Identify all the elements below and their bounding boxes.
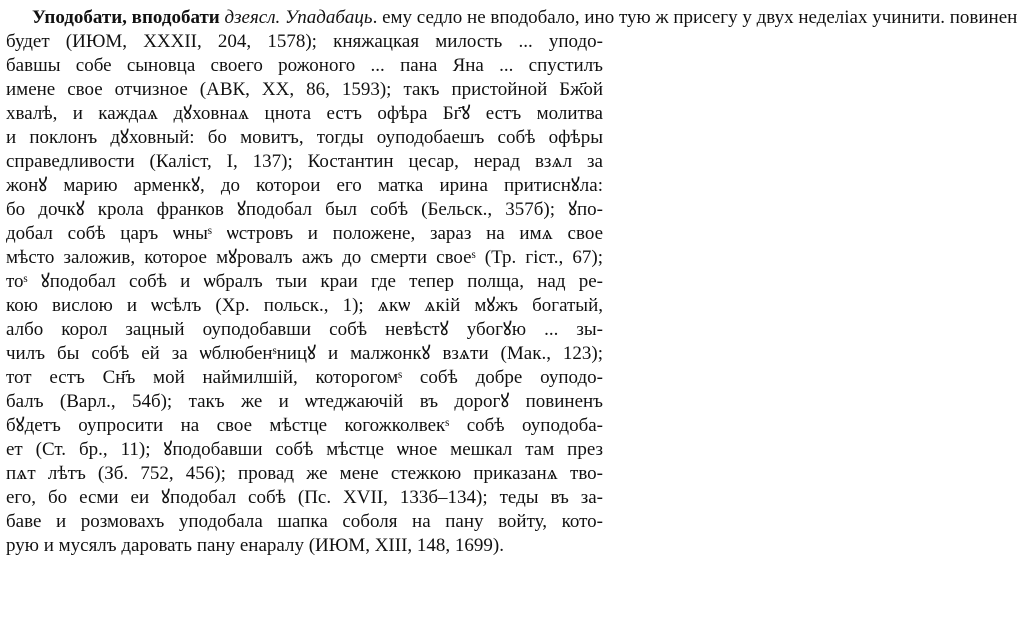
entry-line: будет (ИЮМ, XXXII, 204, 1578); княжацкая милость ... уподо- <box>6 31 603 52</box>
dictionary-entry <box>6 6 1017 558</box>
entry-line: и поклонъ дꙋховный: бо мовитъ, тогды оуподобаешъ собѣ офѣры <box>6 127 603 148</box>
entry-line: его, бо есми еи ꙋподобал собѣ (Пс. XVII, 133б–134); теды въ за- <box>6 487 603 508</box>
part-of-speech-and-translation: дзеясл. Упадабаць <box>224 7 373 28</box>
headword: Уподобати, вподобати <box>32 7 220 28</box>
entry-line: баве и розмовахъ уподобала шапка соболя на пану войту, кото- <box>6 511 603 532</box>
entry-line: бо дочкꙋ крола франков ꙋподобал был собѣ (Бельск., 357б); ꙋпо- <box>6 199 603 220</box>
entry-line: тот естъ Сн҃ъ мой наймилшій, которогомˢ собѣ добре оуподо- <box>6 367 603 388</box>
entry-line-1 <box>6 6 1017 30</box>
entry-line: пѧт лѣтъ (Зб. 752, 456); провад же мене стежкою приказанѧ тво- <box>6 463 603 484</box>
entry-line: тоˢ ꙋподобал собѣ и ѡбралъ тыи краи где тепер полща, над ре- <box>6 271 603 292</box>
entry-text-start: . ему седло не вподобало, ино тую ж присегу у двух неделіах учинити. повинен <box>372 7 1017 28</box>
entry-line: хвалѣ, и каждаѧ дꙋховнаѧ цнота естъ офѣра Бг҃ꙋ естъ молитва <box>6 103 603 124</box>
entry-line: мѣсто заложив, которое мꙋровалъ ажъ до смерти своеˢ (Тр. гіст., 67); <box>6 247 603 268</box>
entry-line-last: рую и мусялъ даровать пану енаралу (ИЮМ, XIII, 148, 1699). <box>6 535 504 556</box>
entry-line: бавшы собе сыновца своего рожоного ... пана Яна ... спустилъ <box>6 55 603 76</box>
entry-line: добал собѣ царъ ѡныˢ ѡстровъ и положене, зараз на имѧ свое <box>6 223 603 244</box>
entry-line: жонꙋ марию арменкꙋ, до которои его матка ирина притиснꙋла: <box>6 175 603 196</box>
entry-line: справедливости (Каліст, I, 137); Костантин цесар, нерад взѧл за <box>6 151 603 172</box>
entry-line: имене свое отчизное (АВК, XX, 86, 1593); такъ пристойной Бж҃ой <box>6 79 603 100</box>
entry-line: албо корол зацный оуподобавши собѣ невѣстꙋ убогꙋю ... зы- <box>6 319 603 340</box>
entry-line: чилъ бы собѣ ей за ѡблюбенˢницꙋ и малжонкꙋ взѧти (Мак., 123); <box>6 343 603 364</box>
entry-line: ет (Ст. бр., 11); ꙋподобавши собѣ мѣстце ѡное мешкал там през <box>6 439 603 460</box>
entry-line: бꙋдетъ оупросити на свое мѣстце когожколвекˢ собѣ оуподоба- <box>6 415 603 436</box>
entry-line: кою вислою и ѡсѣлъ (Хр. польск., 1); ѧкѡ ѧкій мꙋжъ богатый, <box>6 295 603 316</box>
entry-line: балъ (Варл., 54б); такъ же и ѡтеджаючій въ дорогꙋ повиненъ <box>6 391 603 412</box>
